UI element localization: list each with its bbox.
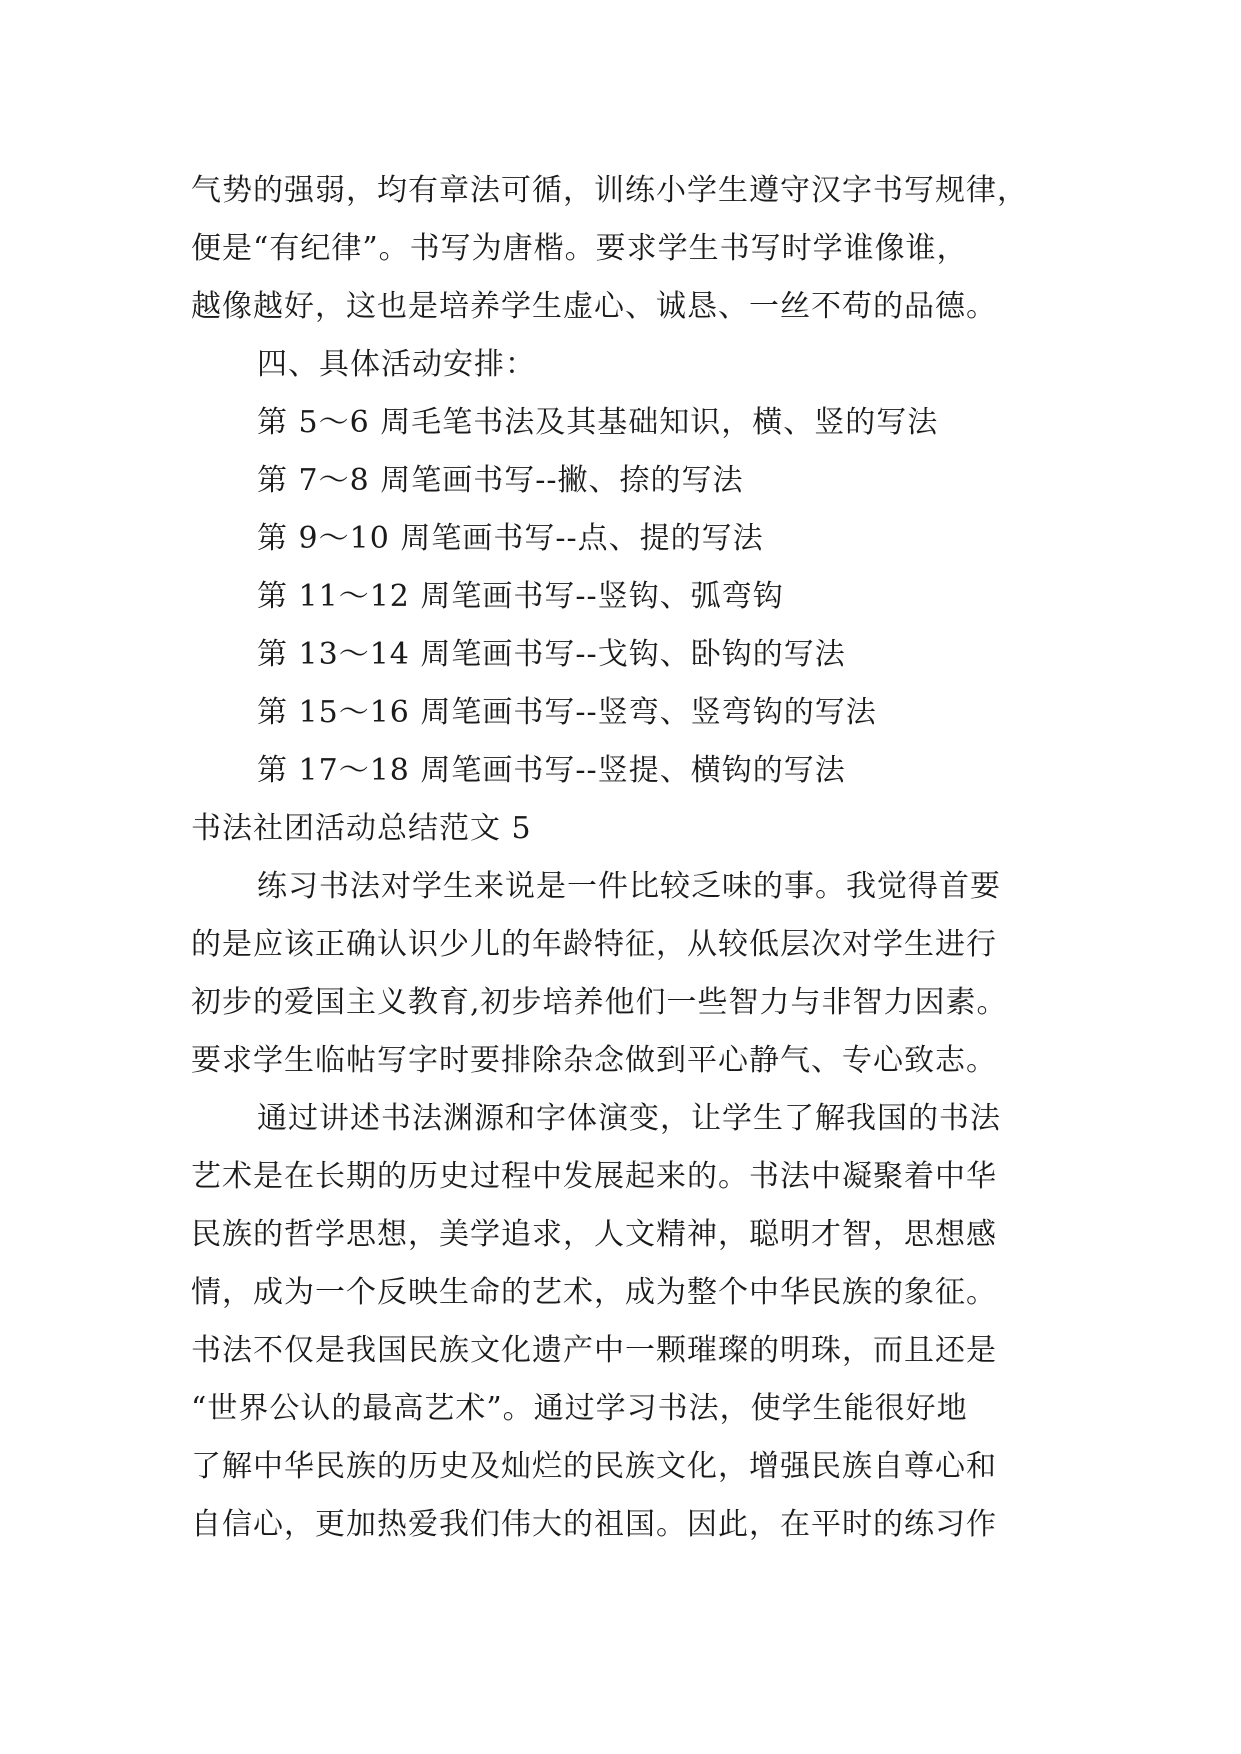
schedule-item: 第 9～10 周笔画书写--点、提的写法 (257, 521, 764, 556)
article-title: 书法社团活动总结范文 5 (191, 811, 532, 846)
schedule-item: 第 15～16 周笔画书写--竖弯、竖弯钩的写法 (257, 695, 877, 730)
schedule-item: 第 17～18 周笔画书写--竖提、横钩的写法 (257, 753, 846, 788)
document-body (191, 162, 1071, 1554)
paragraph-line: 书法不仅是我国民族文化遗产中一颗璀璨的明珠，而且还是 (191, 1333, 997, 1368)
paragraph-line: 初步的爱国主义教育,初步培养他们一些智力与非智力因素。 (191, 985, 1008, 1020)
paragraph-line: “世界公认的最高艺术”。通过学习书法，使学生能很好地 (191, 1391, 968, 1426)
schedule-item: 第 13～14 周笔画书写--戈钩、卧钩的写法 (257, 637, 846, 672)
paragraph-line: 自信心，更加热爱我们伟大的祖国。因此，在平时的练习作 (191, 1507, 997, 1542)
paragraph-line: 情，成为一个反映生命的艺术，成为整个中华民族的象征。 (191, 1275, 997, 1310)
schedule-item: 第 5～6 周毛笔书法及其基础知识，横、竖的写法 (257, 405, 939, 440)
paragraph-line: 民族的哲学思想，美学追求，人文精神，聪明才智，思想感 (191, 1217, 997, 1252)
schedule-item: 第 7～8 周笔画书写--撇、捺的写法 (257, 463, 744, 498)
paragraph-line: 通过讲述书法渊源和字体演变，让学生了解我国的书法 (257, 1101, 1001, 1136)
paragraph-line: 要求学生临帖写字时要排除杂念做到平心静气、专心致志。 (191, 1043, 997, 1078)
section-heading: 四、具体活动安排： (257, 347, 536, 382)
text-line: 气势的强弱，均有章法可循，训练小学生遵守汉字书写规律， (191, 173, 1028, 208)
paragraph-line: 艺术是在长期的历史过程中发展起来的。书法中凝聚着中华 (191, 1159, 997, 1194)
paragraph-line: 的是应该正确认识少儿的年龄特征，从较低层次对学生进行 (191, 927, 997, 962)
schedule-item: 第 11～12 周笔画书写--竖钩、弧弯钩 (257, 579, 784, 614)
paragraph-line: 了解中华民族的历史及灿烂的民族文化，增强民族自尊心和 (191, 1449, 997, 1484)
text-line: 便是“有纪律”。书写为唐楷。要求学生书写时学谁像谁， (191, 231, 968, 266)
paragraph-line: 练习书法对学生来说是一件比较乏味的事。我觉得首要 (257, 869, 1001, 904)
text-line: 越像越好，这也是培养学生虚心、诚恳、一丝不苟的品德。 (191, 289, 997, 324)
